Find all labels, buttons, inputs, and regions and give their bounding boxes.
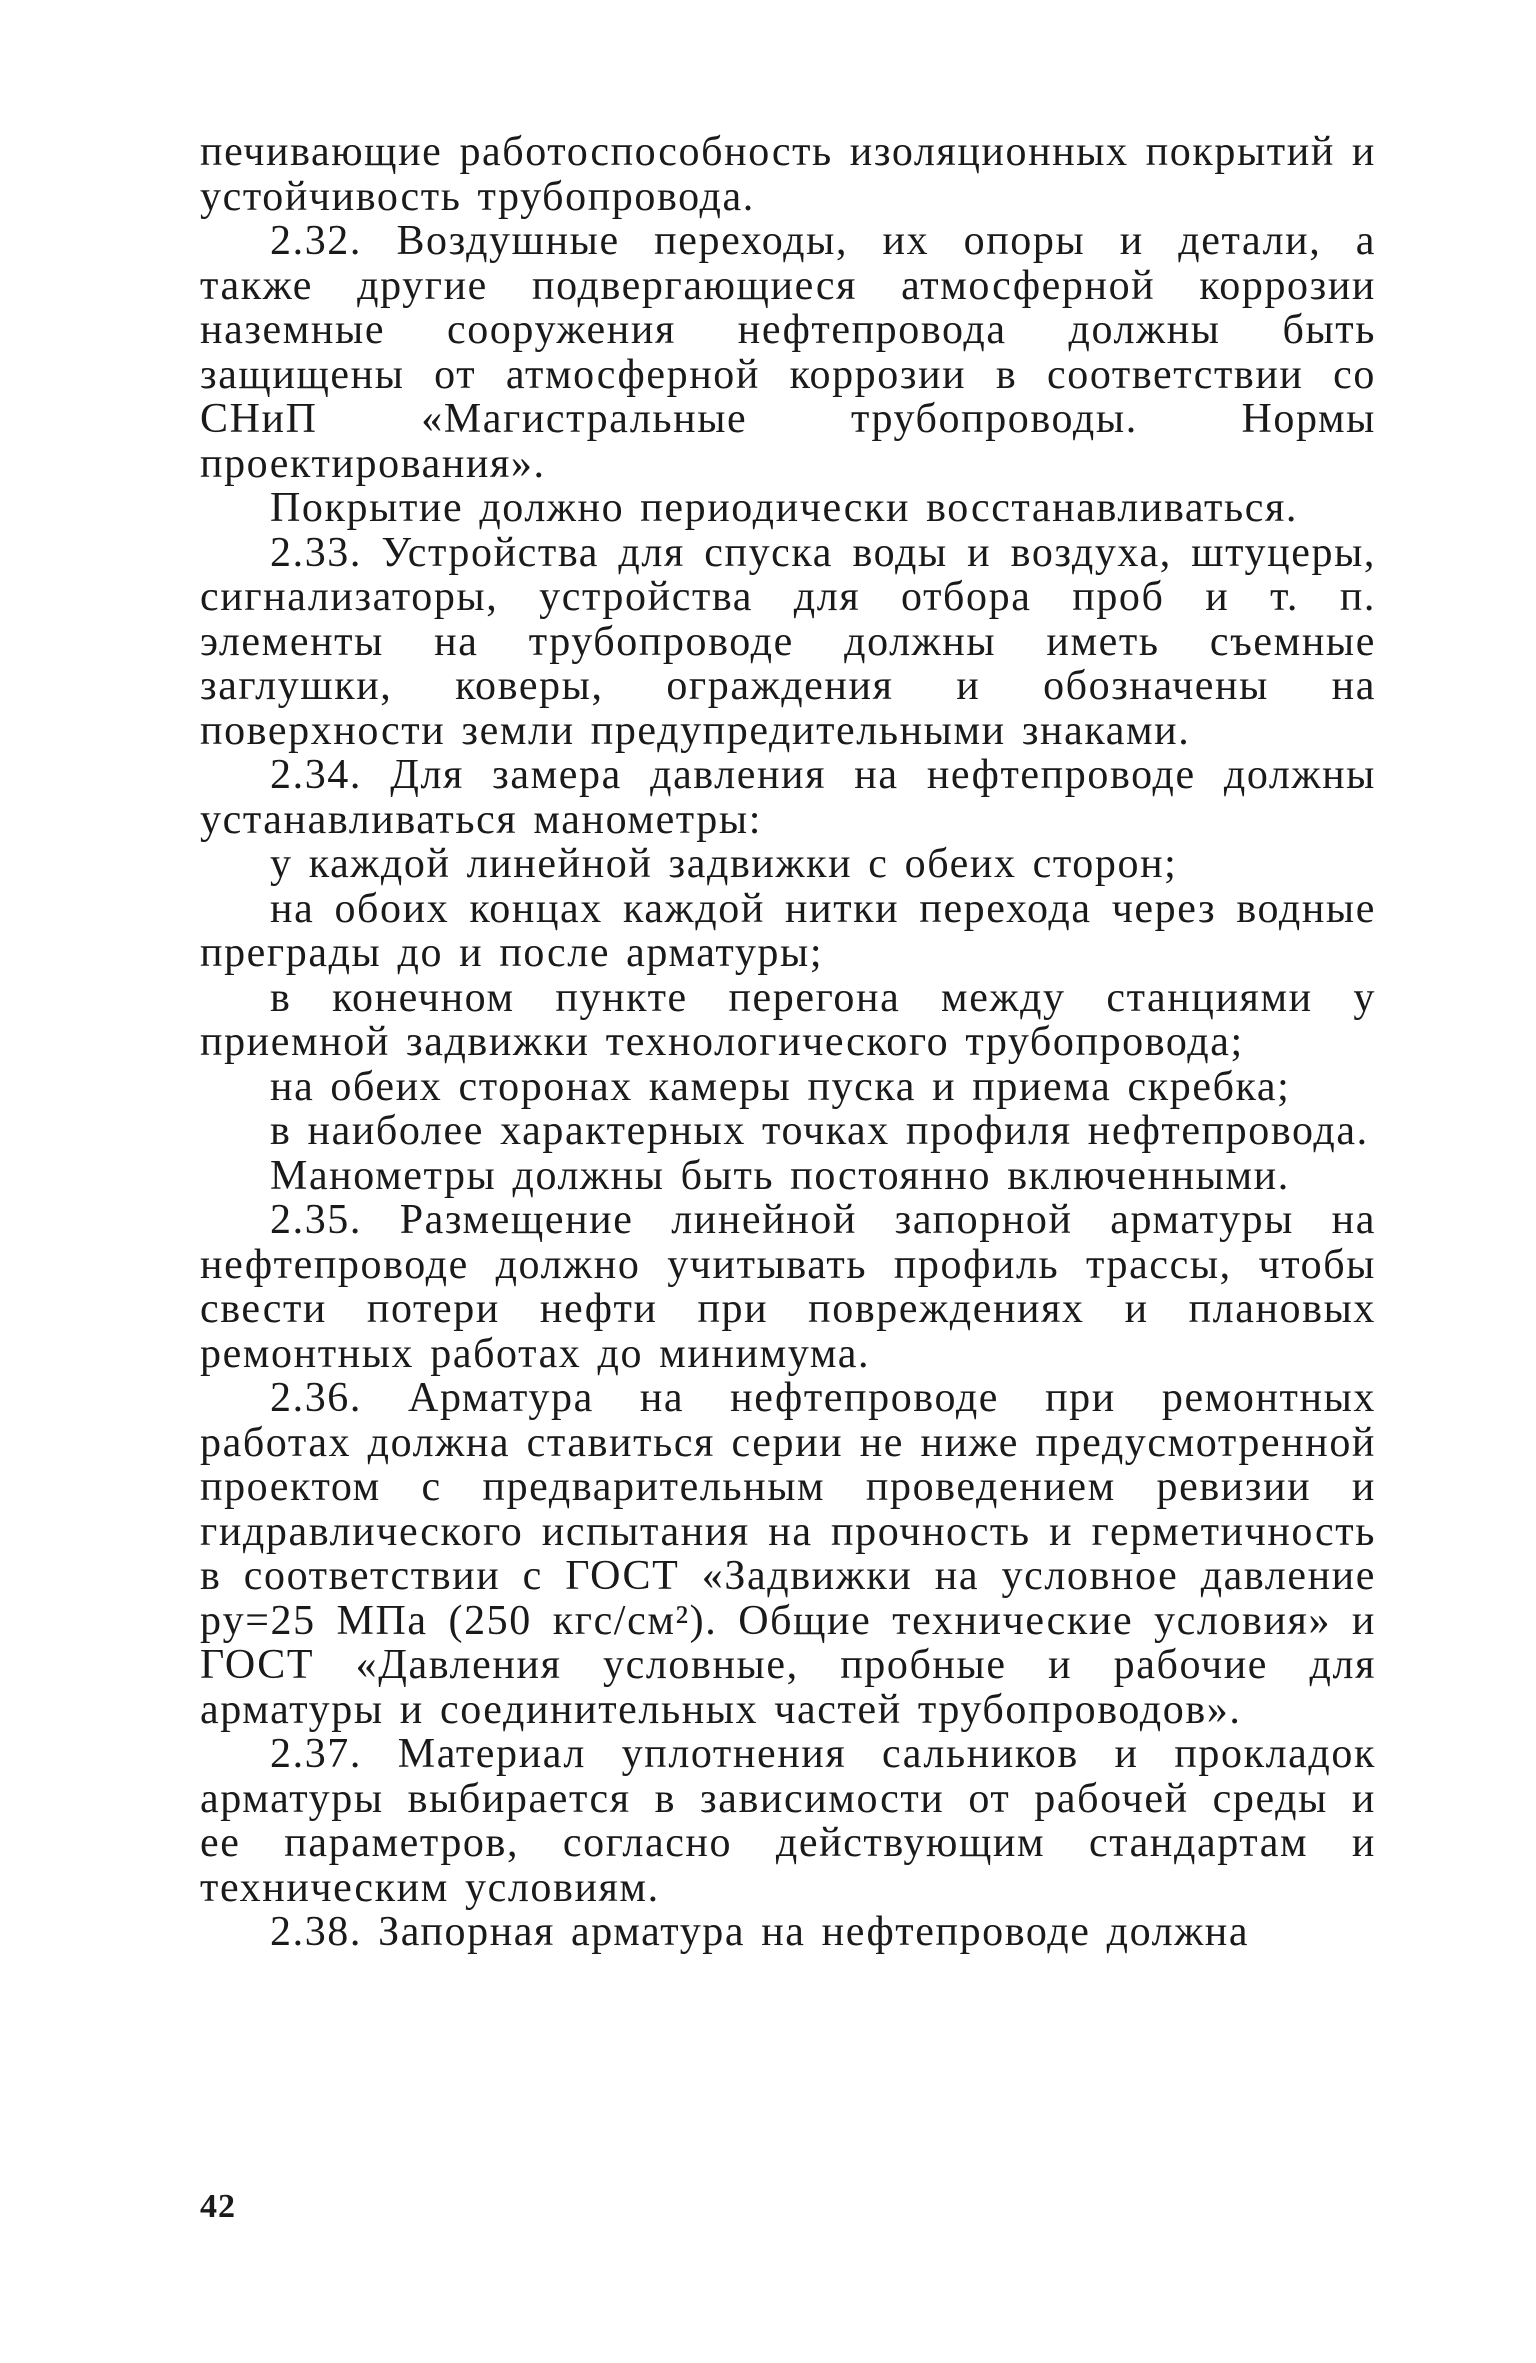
paragraph-continuation: печивающие работоспособность изоляционных покрытий и устойчивость трубопровода. [200, 129, 1376, 220]
paragraph-manometers: Манометры должны быть постоянно включенными. [270, 1152, 1290, 1199]
section-2-34: 2.34. Для замера давления на нефтепроводе должны устанавливаться манометры: [200, 752, 1376, 843]
paragraph-coating: Покрытие должно периодически восстанавливаться. [270, 485, 1298, 531]
section-2-36: 2.36. Арматура на нефтепроводе при ремонтных работах должна ставиться серии не ниже предусмотренной проектом с предварительным проведением ревизии и гидравлического испытания на прочность и герметичность в соответствии с ГОСТ «Задвижки на условное давление pу=25 МПа (250 кгс/см²). Общие технические условия» и ГОСТ «Давления условные, пробные и рабочие для арматуры и соединительных частей трубопроводов». [200, 1375, 1376, 1733]
section-2-37: 2.37. Материал уплотнения сальников и прокладок арматуры выбирается в зависимости от рабочей среды и ее параметров, согласно действующим стандартам и техническим условиям. [200, 1731, 1376, 1911]
section-2-32: 2.32. Воздушные переходы, их опоры и детали, а также другие подвергающиеся атмосферной коррозии наземные сооружения нефтепровода должны быть защищены от атмосферной коррозии в соответствии со СНиП «Магистральные трубопроводы. Нормы проектирования». [200, 218, 1376, 487]
list-item-final-point: в конечном пункте перегона между станциями у приемной задвижки технологического трубопровода; [200, 974, 1376, 1065]
list-item-water-crossing: на обоих концах каждой нитки перехода через водные преграды до и после арматуры; [200, 885, 1376, 976]
page-number: 42 [200, 2188, 236, 2225]
body-text [200, 130, 1376, 1955]
list-item-gate-valve: у каждой линейной задвижки с обеих сторон; [270, 841, 1178, 887]
section-2-35: 2.35. Размещение линейной запорной арматуры на нефтепроводе должно учитывать профиль трассы, чтобы свести потери нефти при повреждениях и плановых ремонтных работах до минимума. [200, 1197, 1376, 1377]
section-2-38: 2.38. Запорная арматура на нефтепроводе должна [270, 1909, 1250, 1955]
list-item-profile-points: в наиболее характерных точках профиля нефтепровода. [270, 1108, 1369, 1154]
list-item-scraper-chamber: на обеих сторонах камеры пуска и приема скребка; [270, 1063, 1291, 1110]
section-2-33: 2.33. Устройства для спуска воды и воздуха, штуцеры, сигнализаторы, устройства для отбора проб и т. п. элементы на трубопроводе должны иметь съемные заглушки, коверы, ограждения и обозначены на поверхности земли предупредительными знаками. [200, 529, 1376, 754]
